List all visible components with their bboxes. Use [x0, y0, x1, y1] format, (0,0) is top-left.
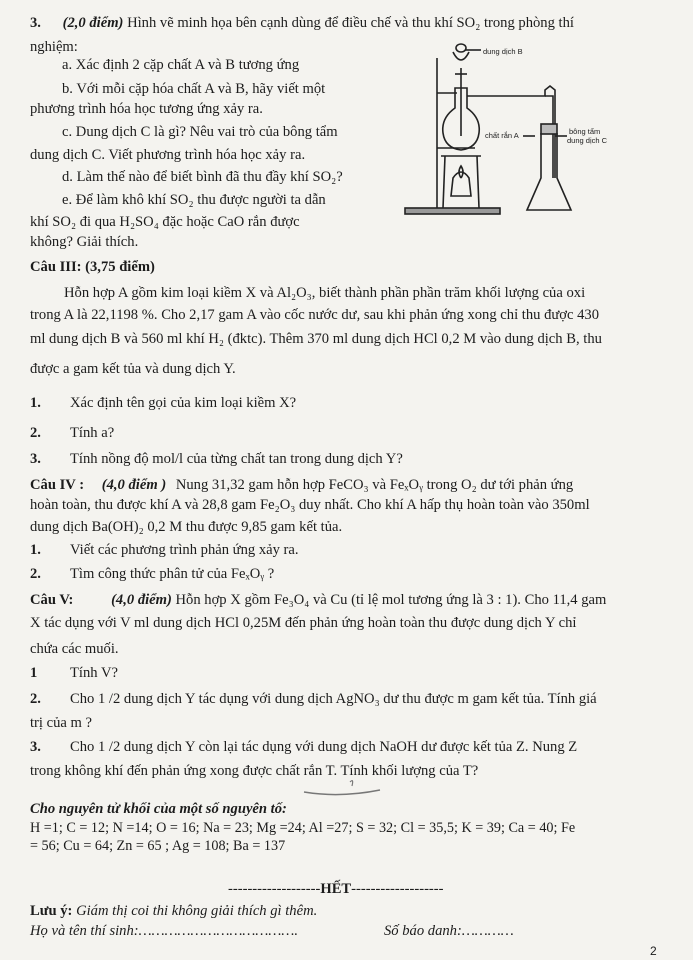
question-3-item-e-cont2: không? Giải thích.	[30, 234, 139, 250]
question-v-para: chứa các muối.	[30, 641, 119, 657]
item-number: 1	[30, 665, 38, 681]
question-iv-para: Nung 31,32 gam hỗn hợp FeCO₃ và FeₓOᵧ trong O₂ dư tới phản ứng	[175, 477, 574, 493]
question-iv-item-1	[30, 541, 299, 559]
question-v-label: Câu V:	[30, 592, 74, 608]
atomic-mass-line: = 56; Cu = 64; Zn = 65 ; Ag = 108; Ba = 137	[30, 838, 286, 854]
item-number: 3.	[30, 451, 41, 467]
figure-label-cotton: bông tẩm	[569, 127, 601, 136]
question-iv-para: hoàn toàn, thu được khí A và 28,8 gam Fe₂O₃ duy nhất. Cho khí A hấp thụ hoàn toàn vào 350ml	[30, 497, 590, 513]
divider-left: -------------------	[228, 881, 321, 897]
pencil-mark	[300, 778, 390, 798]
atomic-mass-title: Cho nguyên tử khối của một số nguyên tố:	[30, 801, 287, 817]
question-iv-item-2	[30, 565, 274, 583]
question-3-item-a: a. Xác định 2 cặp chất A và B tương ứng	[62, 57, 300, 73]
end-text: HẾT	[320, 881, 352, 897]
question-iv-header	[30, 476, 573, 494]
question-3-number: 3.	[30, 15, 41, 31]
question-3-item-b: b. Với mỗi cặp hóa chất A và B, hãy viết một	[62, 81, 326, 97]
atomic-mass-line: H =1; C = 12; N =14; O = 16; Na = 23; Mg =24; Al =27; S = 32; Cl = 35,5; K = 39; Ca = 40; Fe	[30, 820, 576, 836]
question-v-item-1	[30, 664, 118, 682]
question-3-item-c-cont: dung dịch C. Viết phương trình hóa học xảy ra.	[30, 147, 306, 163]
question-3-points: (2,0 điểm)	[62, 15, 124, 31]
note-label: Lưu ý:	[30, 903, 73, 919]
question-3-line: nghiệm:	[30, 39, 78, 55]
question-v-item-3-cont: trong không khí đến phản ứng xong được chất rắn T. Tính khối lượng của T?	[30, 763, 479, 779]
question-iii-item-2	[30, 424, 114, 442]
question-3-intro: Hình vẽ minh họa bên cạnh dùng để điều chế và thu khí SO₂ trong phòng thí	[127, 15, 574, 31]
note-line	[30, 902, 317, 920]
item-text: Tính a?	[70, 425, 115, 441]
item-number: 2.	[30, 566, 41, 582]
question-iii-para: ml dung dịch B và 560 ml khí H₂ (đktc). Thêm 370 ml dung dịch HCl 0,2 M vào dung dịch B, thu	[30, 331, 602, 347]
apparatus-figure	[395, 38, 665, 223]
question-3-item-d: d. Làm thế nào để biết bình đã thu đầy khí SO₂?	[62, 169, 343, 185]
figure-label-solid-a: chất rắn A	[485, 131, 519, 140]
candidate-name-field: Họ và tên thí sinh:……………………………….	[30, 923, 298, 939]
question-iii-para: Hỗn hợp A gồm kim loại kiềm X và Al₂O₃, biết thành phần phần trăm khối lượng của oxi	[64, 285, 586, 301]
page-number: 2	[650, 944, 657, 958]
question-3-header	[30, 14, 574, 32]
question-3-item-b-cont: phương trình hóa học tương ứng xảy ra.	[30, 101, 263, 117]
question-iii-item-3	[30, 450, 403, 468]
question-v-item-2-cont: trị của m ?	[30, 715, 92, 731]
question-iii-para: được a gam kết tủa và dung dịch Y.	[30, 361, 236, 377]
question-iii-title: Câu III: (3,75 điểm)	[30, 259, 155, 275]
question-3-item-e-cont: khí SO₂ đi qua H₂SO₄ đặc hoặc CaO rắn được	[30, 214, 300, 230]
item-text: Xác định tên gọi của kim loại kiềm X?	[70, 395, 297, 411]
note-text: Giám thị coi thi không giải thích gì thêm.	[76, 903, 318, 919]
question-3-item-e: e. Để làm khô khí SO₂ thu được người ta dẫn	[62, 192, 326, 208]
item-number: 3.	[30, 739, 41, 755]
item-text: Viết các phương trình phản ứng xảy ra.	[70, 542, 299, 558]
end-marker	[228, 880, 444, 898]
item-number: 1.	[30, 395, 41, 411]
question-iv-points: (4,0 điểm )	[101, 477, 167, 493]
question-iii-para: trong A là 22,1198 %. Cho 2,17 gam A vào cốc nước dư, sau khi phản ứng xong chỉ thu được 430	[30, 307, 600, 323]
divider-right: -------------------	[351, 881, 444, 897]
question-v-para: Hỗn hợp X gồm Fe₃O₄ và Cu (tỉ lệ mol tương ứng là 3 : 1). Cho 11,4 gam	[175, 592, 607, 608]
item-text: Tìm công thức phân tử của FeₓOᵧ ?	[70, 566, 275, 582]
figure-label-solution-b: dung dịch B	[483, 47, 523, 56]
question-v-para: X tác dụng với V ml dung dịch HCl 0,25M đến phản ứng hoàn toàn thu được dung dịch Y chỉ	[30, 615, 577, 631]
question-v-points: (4,0 điểm)	[111, 592, 172, 608]
question-v-header	[30, 591, 606, 609]
question-v-item-3	[30, 738, 577, 756]
item-text: Tính V?	[70, 665, 118, 681]
question-3-item-c: c. Dung dịch C là gì? Nêu vai trò của bông tẩm	[62, 124, 338, 140]
question-iv-para: dung dịch Ba(OH)₂ 0,2 M thu được 9,85 gam kết tủa.	[30, 519, 343, 535]
item-text: Cho 1 /2 dung dịch Y tác dụng với dung dịch AgNO₃ dư thu được m gam kết tủa. Tính giá	[70, 691, 597, 707]
figure-label-solution-c: dung dịch C	[567, 136, 608, 145]
item-text: Cho 1 /2 dung dịch Y còn lại tác dụng với dung dịch NaOH dư được kết tủa Z. Nung Z	[70, 739, 578, 755]
item-number: 2.	[30, 691, 41, 707]
item-number: 2.	[30, 425, 41, 441]
question-iii-item-1	[30, 394, 296, 412]
item-text: Tính nồng độ mol/l của từng chất tan trong dung dịch Y?	[70, 451, 403, 467]
question-iv-label: Câu IV :	[30, 477, 85, 493]
item-number: 1.	[30, 542, 41, 558]
question-v-item-2	[30, 690, 597, 708]
candidate-number-field: Số báo danh:…………	[384, 923, 514, 939]
